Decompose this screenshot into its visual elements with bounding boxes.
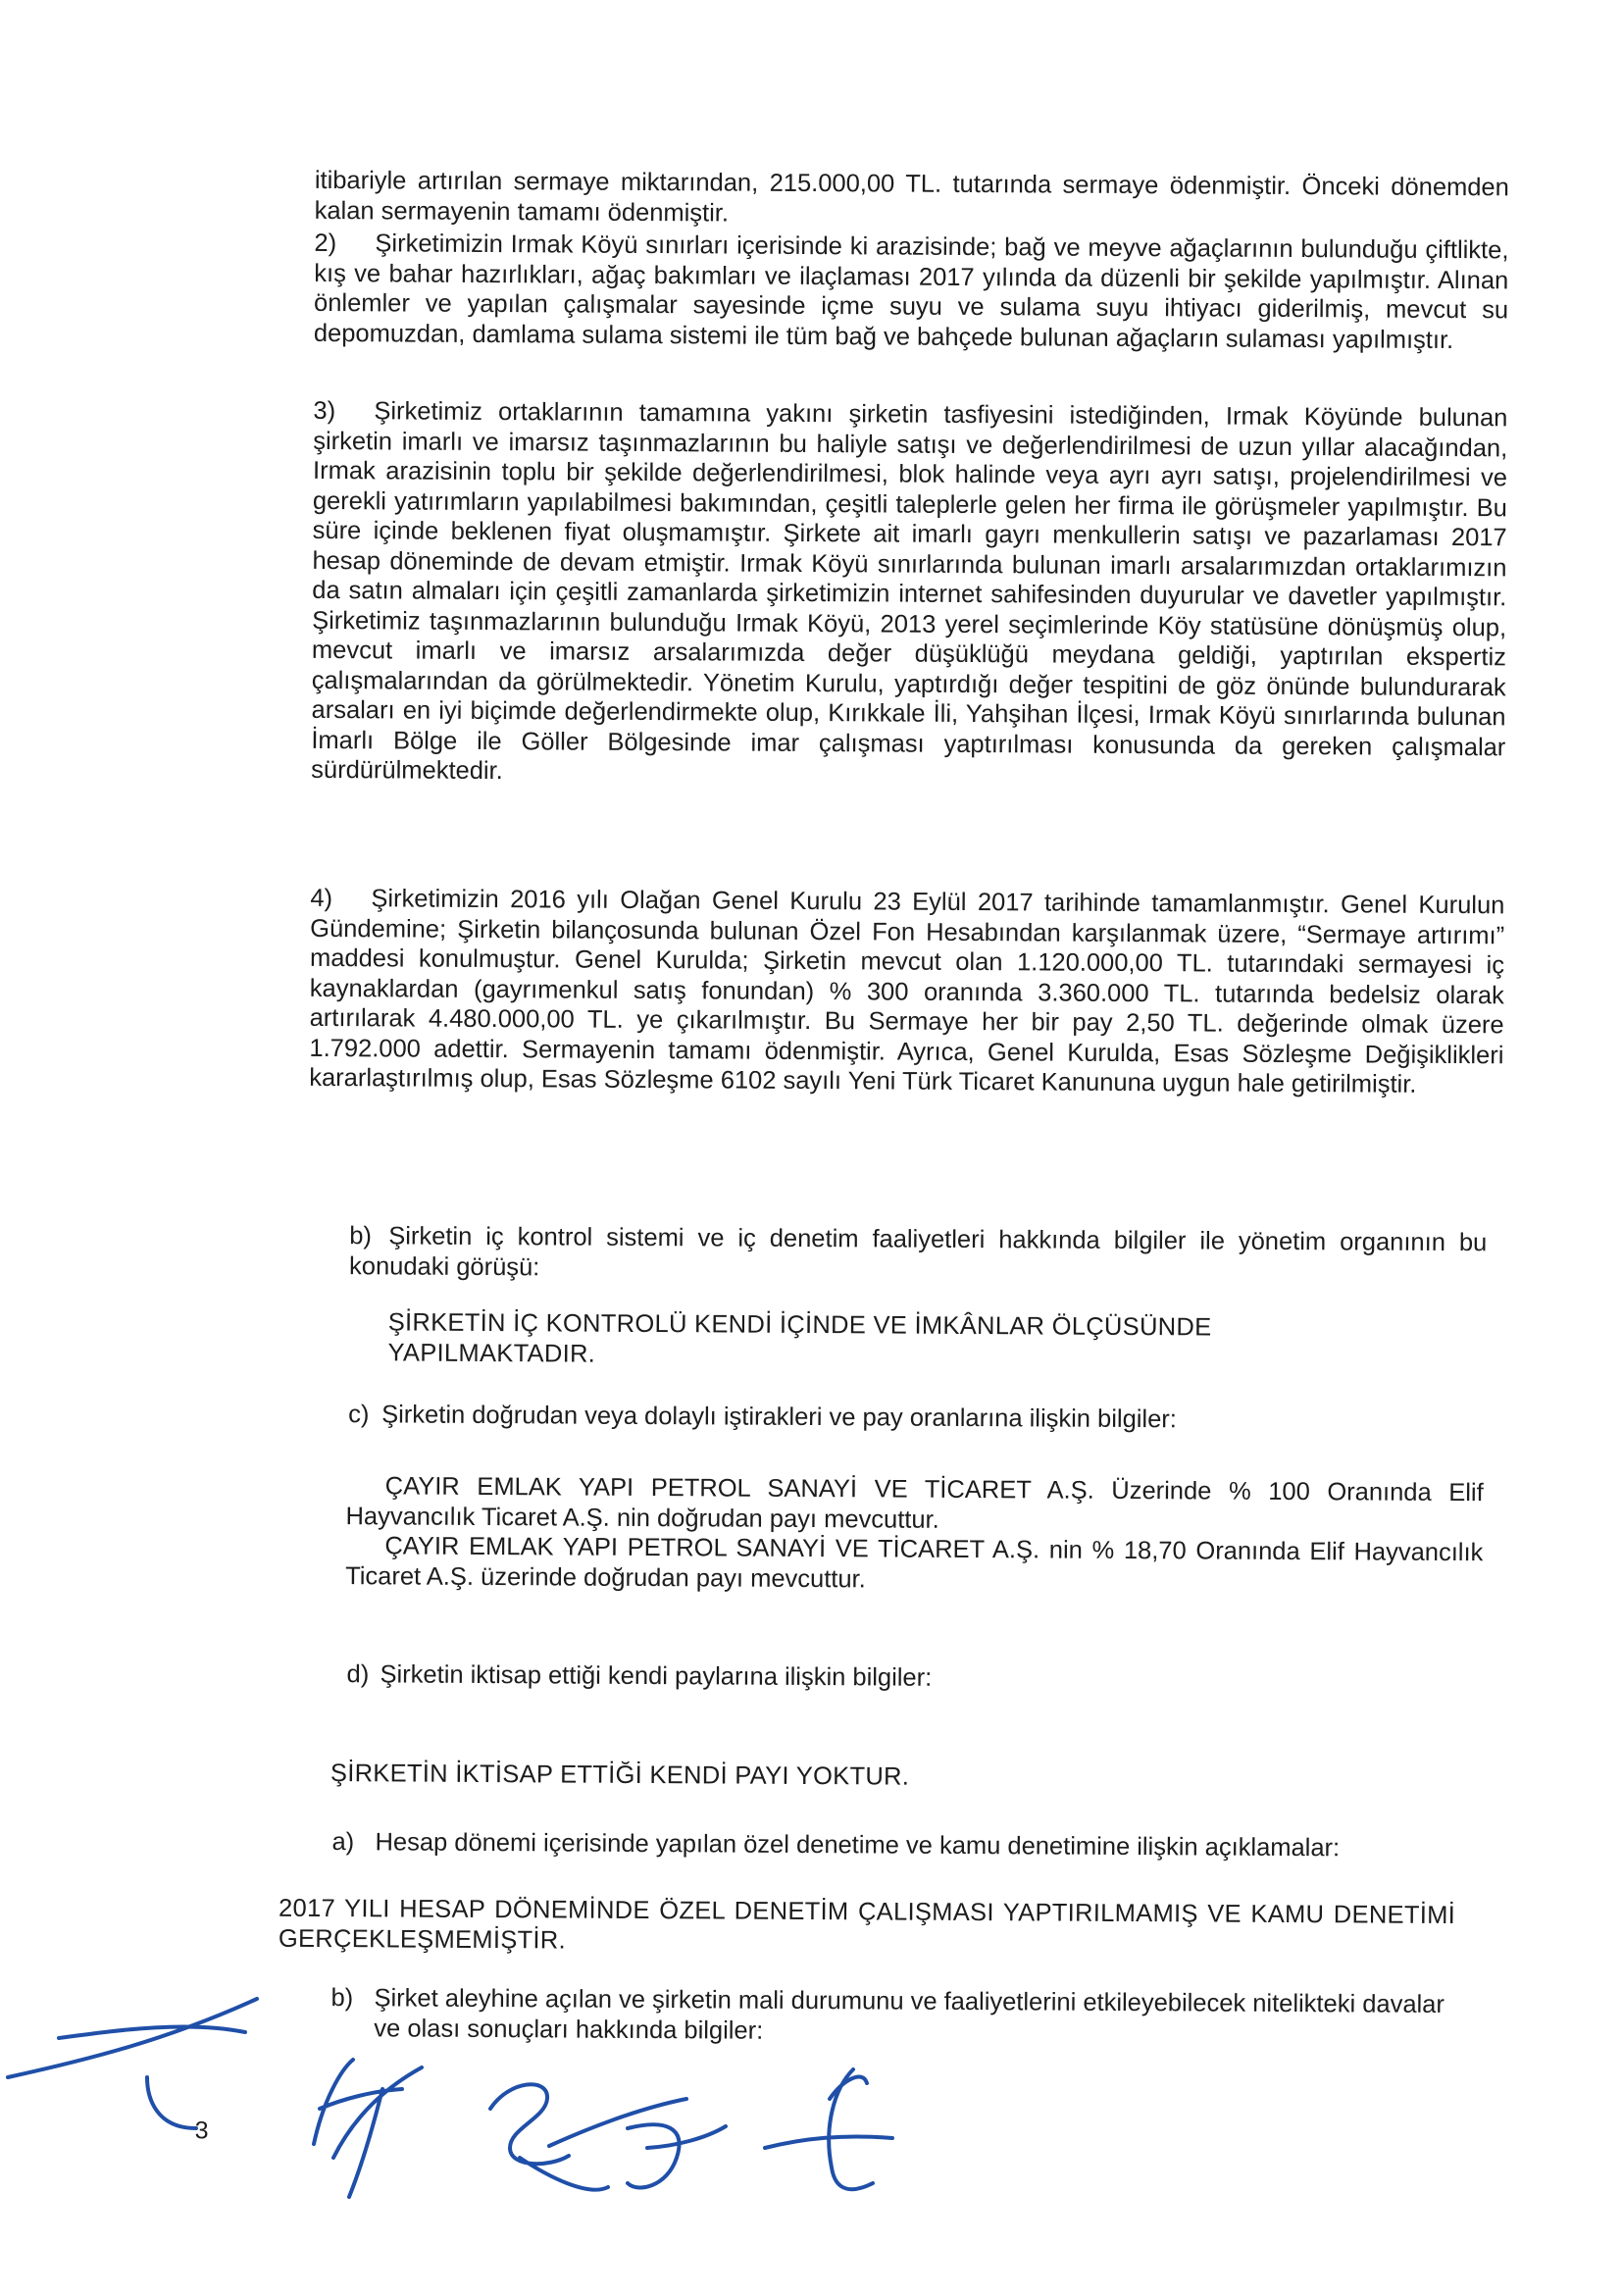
answer-text: 2017 YILI HESAP DÖNEMİNDE ÖZEL DENETİM ÇALIŞMASI YAPTIRILMAMIŞ VE KAMU DENETİMİ GERÇEKLEŞMEMİŞTİR. [278,1894,1456,1955]
margin-initial-mark [8,1999,257,2128]
section-c-question: Şirketin doğrudan veya dolaylı iştirakleri ve pay oranlarına ilişkin bilgiler: [381,1401,1177,1434]
answer-text: ÇAYIR EMLAK YAPI PETROL SANAYİ VE TİCARET A.Ş. nin % 18,70 Oranında Elif Hayvancılık Ticaret A.Ş. üzerinde doğrudan payı mevcuttur. [345,1532,1484,1593]
signature-3 [628,2124,726,2187]
section-b-answer-1: ŞİRKETİN İÇ KONTROLÜ KENDİ İÇİNDE VE İMKÂNLAR ÖLÇÜSÜNDE [387,1308,1212,1342]
item-number: 3) [313,396,336,426]
section-a2-question: Hesap dönemi içerisinde yapılan özel denetime ve kamu denetimine ilişkin açıklamalar: [375,1828,1341,1862]
answer-text: ÇAYIR EMLAK YAPI PETROL SANAYİ VE TİCARET A.Ş. Üzerinde % 100 Oranında Elif Hayvancılık Ticaret A.Ş. nin doğrudan payı mevcuttur. [345,1472,1484,1534]
item-text: Şirketimizin 2016 yılı Olağan Genel Kurulu 23 Eylül 2017 tarihinde tamamlanmıştır. Genel Kurulun Gündemine; Şirketin bilançosunda bulunan Özel Fon Hesabından karşılanmak üzere, “Sermaye artırımı” maddesi konulmuştur. Genel Kurulda; Şirketin mevcut olan 1.120.000,00 TL. tutarındaki sermayesi iç kaynaklardan (gayrımenkul satış fonundan) % 300 oranında 3.360.000 TL. tutarında bedelsiz olarak artırılarak 4.480.000,00 TL. ye çıkarılmıştır. Bu Sermaye her bir pay 2,50 TL. değerinde olmak üzere 1.792.000 adettir. Sermayenin tamamı ödenmiştir. Ayrıca, Genel Kurulda, Esas Sözleşme Değişiklikleri kararlaştırılmış olup, Esas Sözleşme 6102 sayılı Yeni Türk Ticaret Kanununa uygun hale getirilmiştir. [309,885,1505,1098]
section-b-answer-2: YAPILMAKTADIR. [387,1339,596,1368]
section-d-label: d) [346,1660,370,1689]
section-b2-question: Şirket aleyhine açılan ve şirketin mali durumunu ve faaliyetlerini etkileyebilecek nitelikteki davalar ve olası sonuçları hakkında bilgiler: [374,1984,1445,2045]
signature-4 [765,2069,892,2189]
signature-1 [314,2060,422,2197]
section-question: Şirketin iç kontrol sistemi ve iç denetim faaliyetleri hakkında bilgiler ile yönetim organının bu konudaki görüşü: [349,1222,1488,1281]
item-text: Şirketimizin Irmak Köyü sınırları içerisinde ki arazisinde; bağ ve meyve ağaçlarının bulunduğu çiftlikte, kış ve bahar hazırlıkları, ağaç bakımları ve ilaçlaması 2017 yılında da düzenli bir şekilde yapılmıştır. Alınan önlemler ve yapılan çalışmalar sayesinde içme suyu ve sulama suyu ihtiyacı giderilmiş, mevcut su depomuzdan, damlama sulama sistemi ile tüm bağ ve bahçede bulunan ağaçların sulaması yapılmıştır. [313,230,1509,354]
signature-2 [490,2084,686,2189]
section-d-question: Şirketin iktisap ettiği kendi paylarına ilişkin bilgiler: [380,1660,933,1692]
section-label: b) [349,1222,373,1250]
item-text: Şirketimiz ortaklarının tamamına yakını şirketin tasfiyesini istediğinden, Irmak Köyünde bulunan şirketin imarlı ve imarsız taşınmazlarının bu haliyle satışı ve değerlendirilmesi de uzun yıllar alacağından, Irmak arazisinin toplu bir şekilde değerlendirilmesi, blok halinde veya ayrı ayrı satışı, projelendirilmesi ve gerekli yatırımların yapılabilmesi bakımından, çeşitli taleplerle gelen her firma ile görüşmeler yapılmıştır. Bu süre içinde beklenen fiyat oluşmamıştır. Şirkete ait imarlı gayrı menkullerin satışı ve pazarlaması 2017 hesap döneminde de devam etmiştir. Irmak Köyü sınırlarında bulunan imarlı arsalarımızdan ortaklarımızın da satın almaları için çeşitli zamanlarda şirketimizin internet sahifesinden duyurular ve davetler yapılmıştır. Şirketimiz taşınmazlarının bulunduğu Irmak Köyü, 2013 yerel seçimlerinde Köy statüsüne dönüşmüş olup, mevcut imarlı ve imarsız arsalarımızda değer düşüklüğü meydana geldiği, yaptırılan ekspertiz çalışmalarından da görülmektedir. Yönetim Kurulu, yaptırdığı değer tespitini de göz önünde bulundurarak arsaları en iyi biçimde değerlendirmekte olup, Kırıkkale İli, Yahşihan İlçesi, Irmak Köyü sınırlarında bulunan İmarlı Bölge ile Göller Bölgesinde imar çalışması yaptırılması konusunda da gereken çalışmalar sürdürülmektedir. [311,397,1508,786]
item-number: 2) [314,229,337,258]
item-number: 4) [310,884,333,913]
page-number: 3 [194,2117,209,2145]
section-d-answer: ŞİRKETİN İKTİSAP ETTİĞİ KENDİ PAYI YOKTUR. [329,1760,910,1791]
section-b2-label: b) [330,1984,354,2013]
section-c-label: c) [348,1401,370,1429]
intro-text: itibariyle artırılan sermaye miktarından, 215.000,00 TL. tutarında sermaye ödenmiştir. Önceki dönemden kalan sermayenin tamamı ödenmiştir. [314,166,1509,227]
section-a2-label: a) [331,1828,355,1857]
